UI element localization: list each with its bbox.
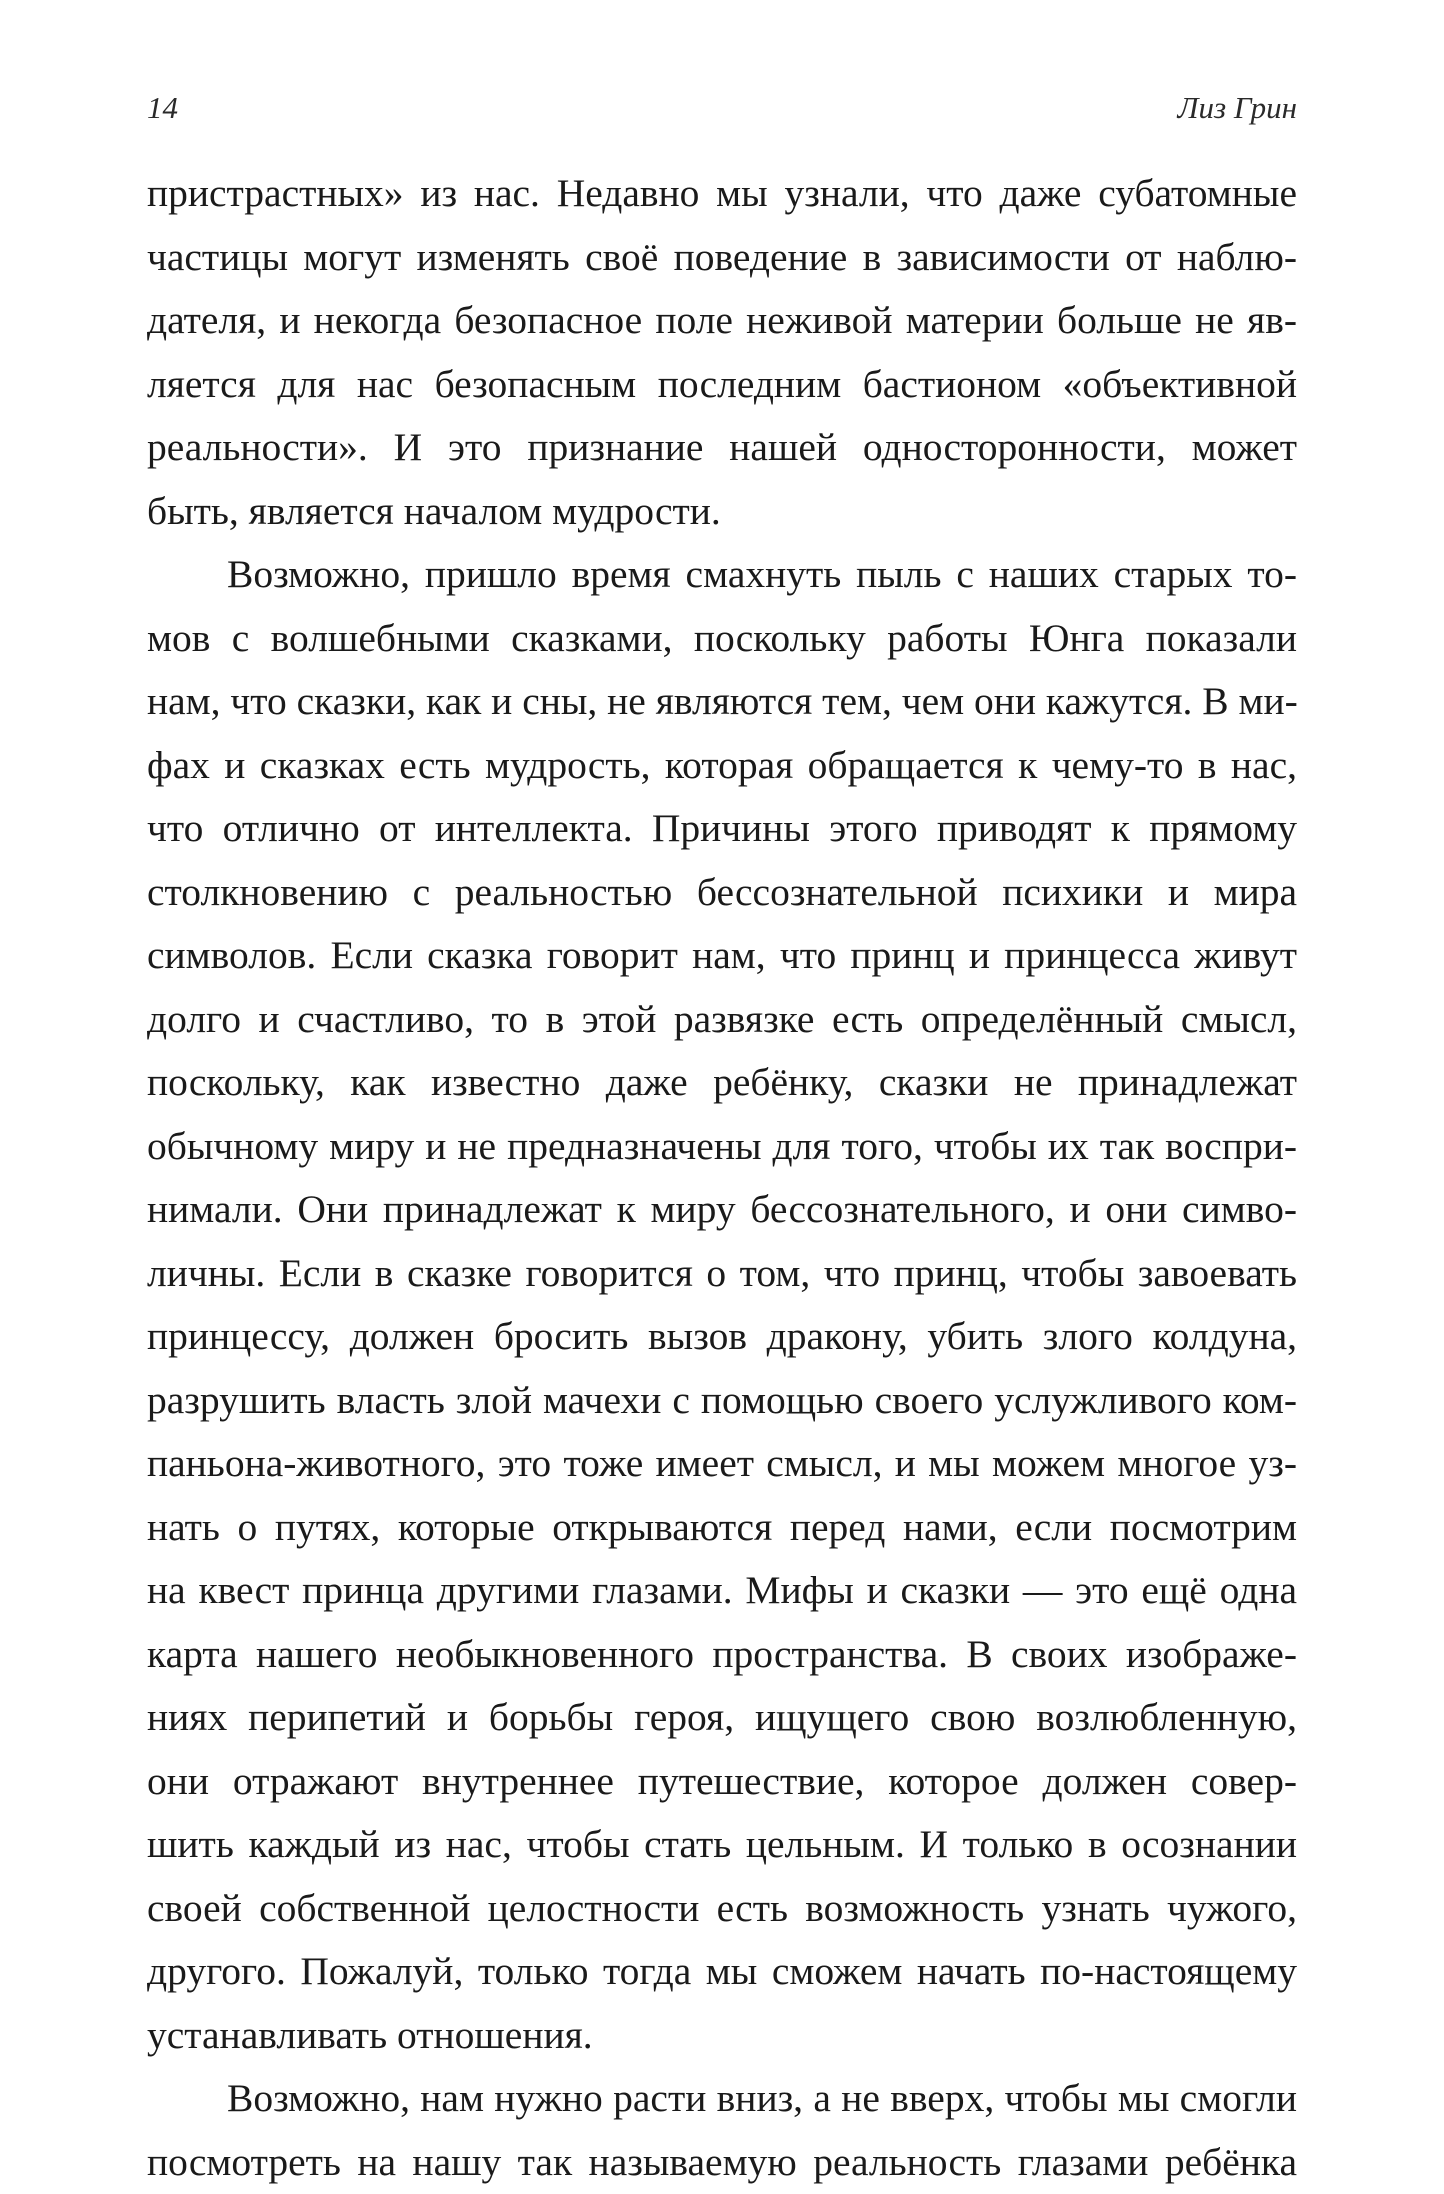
running-head-author: Лиз Грин <box>1178 90 1298 126</box>
text-line: Возможно, пришло время смахнуть пыль с наших старых то- <box>147 543 1297 607</box>
text-line: посмотреть на нашу так называемую реальность глазами ребёнка <box>147 2131 1297 2194</box>
text-line: частицы могут изменять своё поведение в зависимости от наблю- <box>147 226 1297 290</box>
text-line: личны. Если в сказке говорится о том, что принц, чтобы завоевать <box>147 1242 1297 1306</box>
text-line: на квест принца другими глазами. Мифы и сказки — это ещё одна <box>147 1559 1297 1623</box>
text-line: паньона-животного, это тоже имеет смысл, и мы можем многое уз- <box>147 1432 1297 1496</box>
text-line: ляется для нас безопасным последним бастионом «объективной <box>147 353 1297 417</box>
page-number: 14 <box>147 90 178 126</box>
running-head <box>147 90 1297 130</box>
text-line: разрушить власть злой мачехи с помощью своего услужливого ком- <box>147 1369 1297 1433</box>
paragraph-3 <box>147 2067 1297 2194</box>
text-line: столкновению с реальностью бессознательной психики и мира <box>147 861 1297 925</box>
text-line: долго и счастливо, то в этой развязке есть определённый смысл, <box>147 988 1297 1052</box>
text-line: нать о путях, которые открываются перед нами, если посмотрим <box>147 1496 1297 1560</box>
text-line: символов. Если сказка говорит нам, что принц и принцесса живут <box>147 924 1297 988</box>
text-line: фах и сказках есть мудрость, которая обращается к чему-то в нас, <box>147 734 1297 798</box>
text-line: поскольку, как известно даже ребёнку, сказки не принадлежат <box>147 1051 1297 1115</box>
body-text <box>147 162 1297 2194</box>
text-line: быть, является началом мудрости. <box>147 480 1297 544</box>
text-line: обычному миру и не предназначены для того, чтобы их так воспри- <box>147 1115 1297 1179</box>
text-line: пристрастных» из нас. Недавно мы узнали, что даже субатомные <box>147 162 1297 226</box>
text-line: дателя, и некогда безопасное поле неживой материи больше не яв- <box>147 289 1297 353</box>
text-line: шить каждый из нас, чтобы стать цельным. И только в осознании <box>147 1813 1297 1877</box>
text-line: нимали. Они принадлежат к миру бессознательного, и они симво- <box>147 1178 1297 1242</box>
text-line: ниях перипетий и борьбы героя, ищущего свою возлюбленную, <box>147 1686 1297 1750</box>
text-line: реальности». И это признание нашей односторонности, может <box>147 416 1297 480</box>
text-line: что отлично от интеллекта. Причины этого приводят к прямому <box>147 797 1297 861</box>
text-line: нам, что сказки, как и сны, не являются тем, чем они кажутся. В ми- <box>147 670 1297 734</box>
text-line: Возможно, нам нужно расти вниз, а не вверх, чтобы мы смогли <box>147 2067 1297 2131</box>
text-line: другого. Пожалуй, только тогда мы сможем начать по-настоящему <box>147 1940 1297 2004</box>
text-line: карта нашего необыкновенного пространства. В своих изображе- <box>147 1623 1297 1687</box>
paragraph-2 <box>147 543 1297 2067</box>
text-line: мов с волшебными сказками, поскольку работы Юнга показали <box>147 607 1297 671</box>
text-line: они отражают внутреннее путешествие, которое должен совер- <box>147 1750 1297 1814</box>
text-line: принцессу, должен бросить вызов дракону, убить злого колдуна, <box>147 1305 1297 1369</box>
text-line: устанавливать отношения. <box>147 2004 1297 2068</box>
paragraph-1 <box>147 162 1297 543</box>
text-line: своей собственной целостности есть возможность узнать чужого, <box>147 1877 1297 1941</box>
